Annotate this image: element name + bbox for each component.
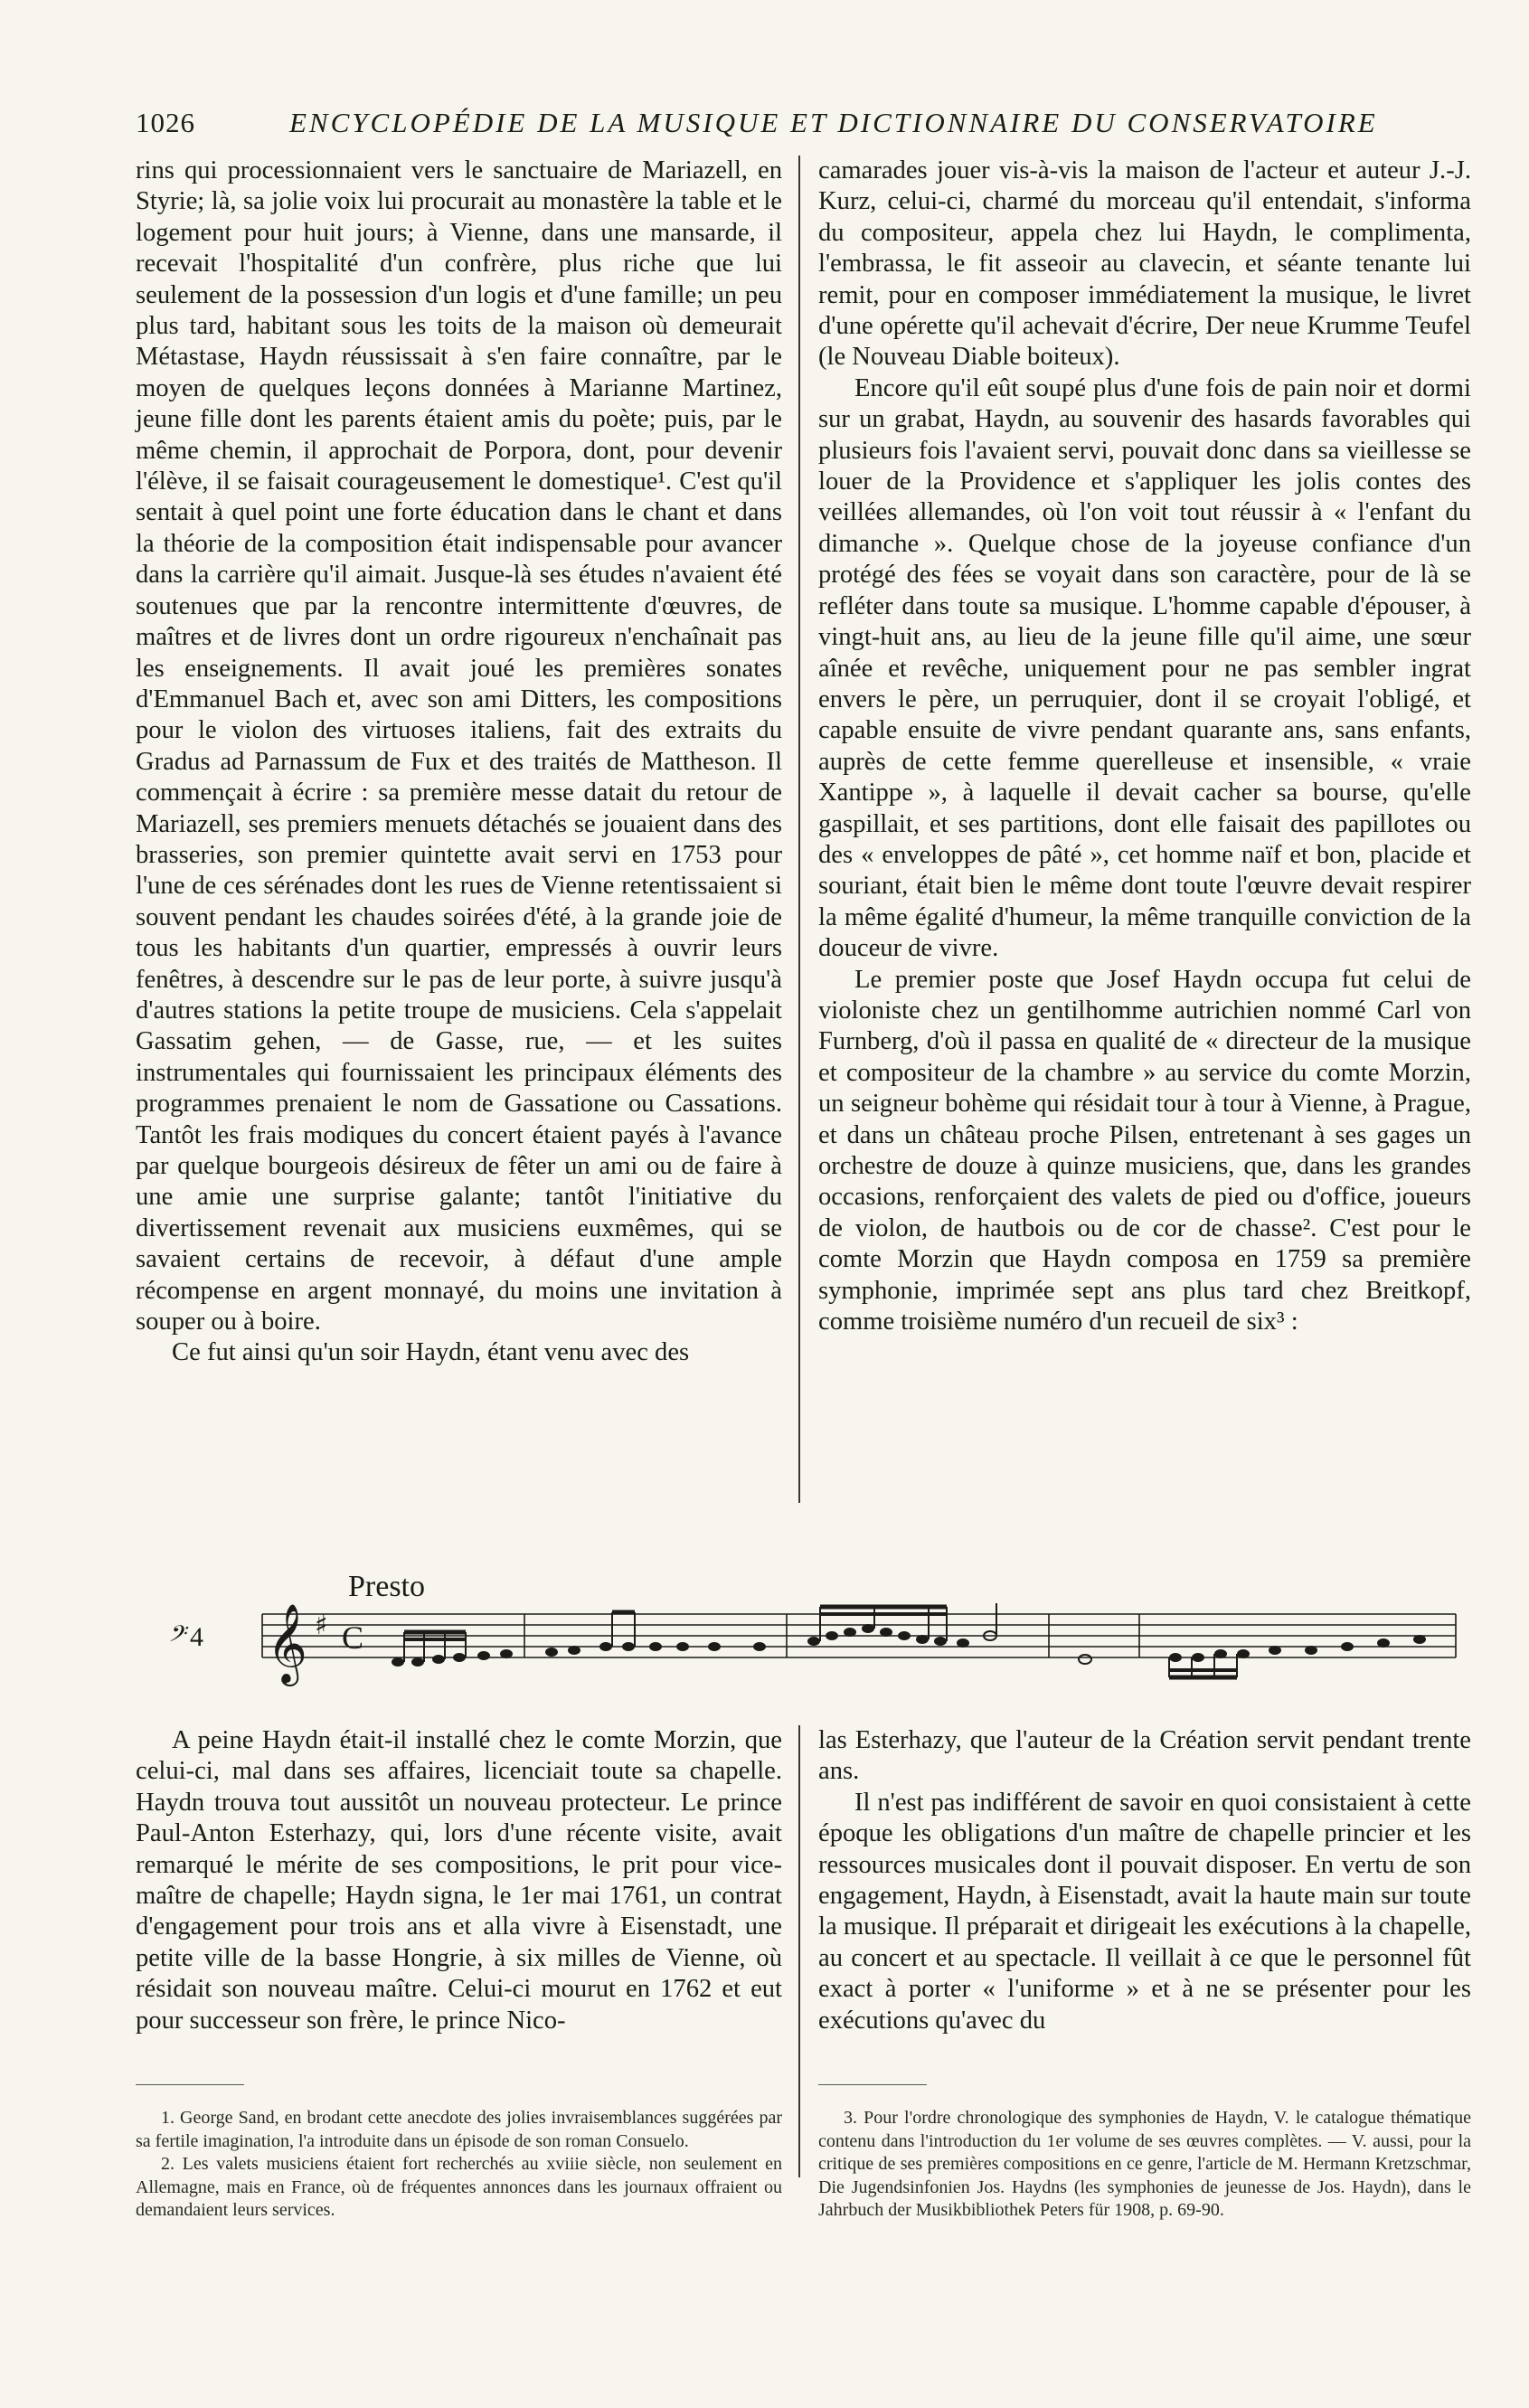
page-number: 1026 [136, 107, 195, 138]
column-right-bottom [818, 1725, 1471, 2073]
score-staff [136, 1560, 1465, 1695]
column-right-top [818, 156, 1471, 1336]
key-signature: ♯ [315, 1610, 328, 1641]
page-header [136, 107, 1438, 143]
paragraph: Le premier poste que Josef Haydn occupa fut celui de violoniste chez un gentilhomme autrichien nommé Carl von Furnberg, d'où il passa en qualité de « directeur de la musique et compositeur de la chambre » au service du comte Morzin, un seigneur bohème qui résidait tour à tour à Vienne, à Prague, et dans un château proche Pilsen, entretenant à ses gages un orchestre de douze à quinze musiciens, que, dans les grandes occasions, renforçaient des valets de pied ou d'office, joueurs de violon, de hautbois ou de cor de chasse². C'est pour le comte Morzin que Haydn composa en 1759 sa première symphonie, imprimée sept ans plus tard chez Breitkopf, comme troisième numéro d'un recueil de six³ : [818, 965, 1471, 1336]
paragraph: Il n'est pas indifférent de savoir en quoi consistaient à cette époque les obligations d'un maître de chapelle princier et les ressources musicales dont il pouvait disposer. En vertu de son engagement, Haydn, à Eisenstadt, avait la haute main sur toute la musique. Il préparait et dirigeait les exécutions à la chapelle, au concert et au spectacle. Il veillait à ce que le personnel fût exact à porter « l'uniforme » et à ne se présenter pour les exécutions qu'avec du [818, 1788, 1471, 2035]
footnote-1: 1. George Sand, en brodant cette anecdote des jolies invraisemblances suggérées par sa fertile imagination, l'a introduite dans un épisode de son roman Consuelo. [136, 2108, 782, 2151]
column-left-top [136, 156, 782, 1503]
footnote-separator [818, 2084, 927, 2085]
paragraph: A peine Haydn était-il installé chez le comte Morzin, que celui-ci, mal dans ses affaires, licenciait toute sa chapelle. Haydn trouva tout aussitôt un nouveau protecteur. Le prince Paul-Anton Esterhazy, qui, lors d'une récente visite, avait remarqué le mérite de ses compositions, le prit pour vice-maître de chapelle; Haydn signa, le 1er mai 1761, un contrat d'engagement pour trois ans et alla vivre à Eisenstadt, une petite ville de la basse Hongrie, à six milles de Vienne, où résidait son nouveau maître. Celui-ci mourut en 1762 et eut pour successeur son frère, le prince Nico- [136, 1726, 782, 2035]
footnotes-right [818, 2107, 1471, 2223]
column-left-bottom [136, 1725, 782, 2073]
paragraph: las Esterhazy, que l'auteur de la Création servit pendant trente ans. [818, 1726, 1471, 1786]
paragraph: Ce fut ainsi qu'un soir Haydn, étant venu avec des [172, 1338, 690, 1367]
footnotes-left [136, 2107, 782, 2223]
paragraph: camarades jouer vis-à-vis la maison de l'acteur et auteur J.-J. Kurz, celui-ci, charmé du morceau qu'il entendait, s'informa du compositeur, appela chez lui Haydn, le complimenta, l'embrassa, le fit asseoir au clavecin, et séante tenante lui remit, pour en composer immédiatement la musique, le livret d'une opérette qu'il achevait d'écrire, Der neue Krumme Teufel (le Nouveau Diable boiteux). [818, 156, 1471, 372]
footnote-3: 3. Pour l'ordre chronologique des symphonies de Haydn, V. le catalogue thématique contenu dans l'introduction du 1er volume de ses œuvres complètes. — V. aussi, pour la critique de ses premières compositions en ce genre, l'article de M. Hermann Kretzschmar, Die Jugendsinfonien Jos. Haydns (les symphonies de jeunesse de Jos. Haydn), dans le Jahrbuch der Musikbibliothek Peters für 1908, p. 69-90. [818, 2108, 1471, 2220]
notes [392, 1624, 1426, 1667]
running-title: ENCYCLOPÉDIE DE LA MUSIQUE ET DICTIONNAIRE DU CONSERVATOIRE [289, 107, 1378, 138]
treble-clef: 𝄞 [267, 1602, 307, 1683]
footnote-separator [136, 2084, 244, 2085]
time-signature: C [342, 1619, 364, 1656]
paragraph: Encore qu'il eût soupé plus d'une fois de pain noir et dormi sur un grabat, Haydn, au souvenir des hasards favorables qui plusieurs fois l'avaient servi, pouvait donc dans sa vieillesse se louer de la Providence et s'appliquer les jolis contes des veillées allemandes, où l'on voit tout réussir à « l'enfant du dimanche ». Quelque chose de la joyeuse confiance d'un protégé des fées se voyait dans son caractère, pour de là se refléter dans toute sa musique. L'homme capable d'épouser, à vingt-huit ans, au lieu de la jeune fille qu'il aime, une sœur aînée et revêche, uniquement pour ne pas sembler ingrat envers le père, un perruquier, dont il se croyait l'obligé, et capable ensuite de vivre pendant quarante ans, sans enfants, auprès de cette femme querelleuse et insensible, « vraie Xantippe », à laquelle il devait cacher sa bourse, qu'elle gaspillait, et ses partitions, dont elle faisait des papillotes ou des « enveloppes de pâté », cet homme naïf et bon, placide et souriant, était bien le même dont toute l'œuvre devait respirer la même égalité d'humeur, la même tranquille conviction de la douceur de vivre. [818, 373, 1471, 963]
paragraph: rins qui processionnaient vers le sanctuaire de Mariazell, en Styrie; là, sa jolie voix lui procurait au monastère la table et le logement pour huit jours; à Vienne, dans une mansarde, il recevait l'hospitalité d'un confrère, plus riche que lui seulement de la possession d'un logis et d'une famille; un peu plus tard, habitant sous les toits de la maison où demeurait Métastase, Haydn réussissait à s'en faire connaître, par le moyen de quelques leçons données à Marianne Martinez, jeune fille dont les parents étaient amis du poète; puis, par le même chemin, il approchait de Porpora, dont, pour devenir l'élève, il se faisait courageusement le domestique¹. C'est qu'il sentait à quel point une forte éducation dans le chant et dans la théorie de la composition était indispensable pour avancer dans la carrière qu'il aimait. Jusque-là ses études n'avaient été soutenues que par la rencontre intermittente d'œuvres, de maîtres et de livres dont un ordre rigoureux n'enchaînait pas les enseignements. Il avait joué les premières sonates d'Emmanuel Bach et, avec son ami Ditters, les compositions pour le violon des virtuoses italiens, fait des extraits du Gradus ad Parnassum de Fux et des traités de Mattheson. Il commençait à écrire : sa première messe datait du retour de Mariazell, ses premiers menuets détachés se jouaient dans des brasseries, son premier quintette avait servi en 1753 pour l'une de ces sérénades dont les rues de Vienne retentissaient si souvent pendant les chaudes soirées d'été, à la grande joie de tous les habitants d'un quartier, empressés à ouvrir leurs fenêtres, à descendre sur le pas de leur porte, à suivre jusqu'à d'autres stations la petite troupe de musiciens. Cela s'appelait Gassatim gehen, — de Gasse, rue, — et les suites instrumentales qui fournissaient les principaux éléments des programmes prenaient le nom de Gassatione ou Cassations. Tantôt les frais modiques du concert étaient payés à l'avance par quelque bourgeois désireux de fêter un ami ou de faire à une amie une surprise galante; tantôt l'initiative du divertissement revenait aux musiciens euxmêmes, qui se savaient certains de recevoir, à défaut d'une ample récompense en argent monnayé, du moins une invitation à souper ou à boire. [136, 156, 782, 1336]
example-label-prefix: 𝄢 [167, 1622, 185, 1652]
column-divider [798, 156, 800, 1503]
music-score-example [136, 1560, 1465, 1695]
footnote-2: 2. Les valets musiciens étaient fort recherchés au xviiie siècle, non seulement en Allemagne, mais en France, où de fréquentes annonces dans les journaux offraient ou demandaient leurs services. [136, 2154, 782, 2220]
column-divider [798, 1725, 800, 2177]
tempo-marking: Presto [348, 1570, 425, 1603]
example-number: 4 [190, 1622, 203, 1652]
